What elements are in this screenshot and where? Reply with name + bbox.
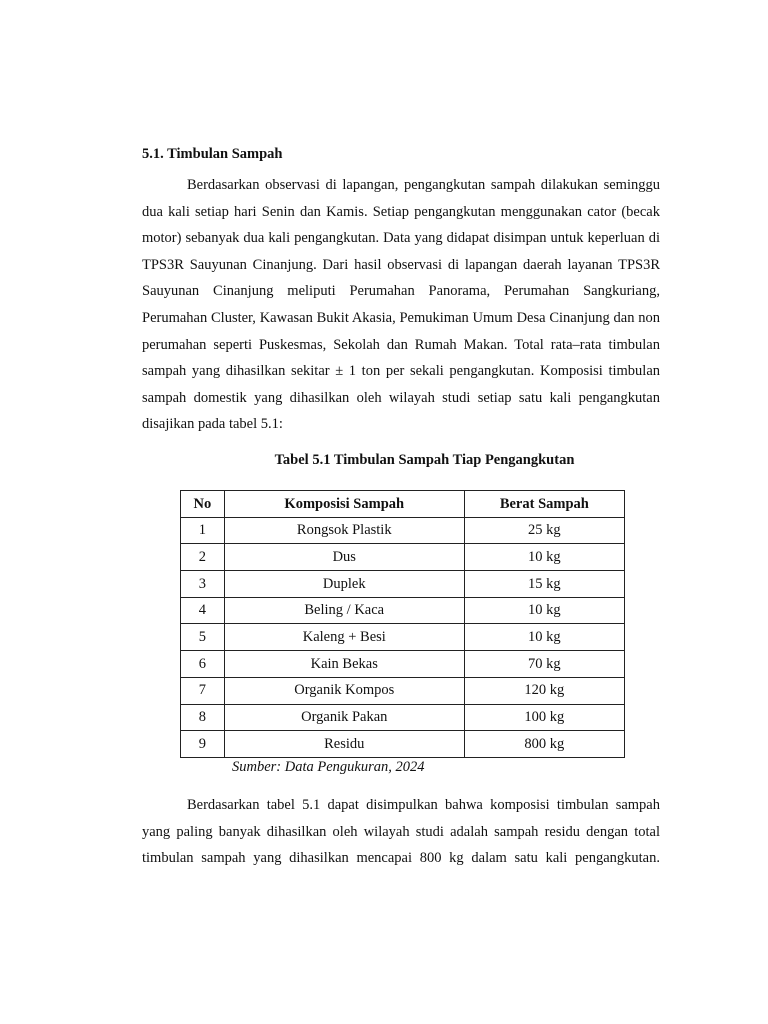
- row-weight: 120 kg: [464, 677, 624, 704]
- header-no: No: [181, 491, 225, 518]
- row-weight: 100 kg: [464, 704, 624, 731]
- table-caption: Tabel 5.1 Timbulan Sampah Tiap Pengangkutan: [274, 452, 575, 468]
- row-number: 5: [181, 624, 225, 651]
- row-weight: 800 kg: [464, 731, 624, 758]
- row-composition: Residu: [224, 731, 464, 758]
- table-row: [181, 704, 625, 731]
- table-row: [181, 731, 625, 758]
- row-composition: Rongsok Plastik: [224, 517, 464, 544]
- table-row: [181, 651, 625, 678]
- row-composition: Kain Bekas: [224, 651, 464, 678]
- waste-composition-table: [180, 490, 625, 758]
- row-number: 2: [181, 544, 225, 571]
- row-number: 8: [181, 704, 225, 731]
- row-weight: 10 kg: [464, 544, 624, 571]
- intro-paragraph: Berdasarkan observasi di lapangan, pengangkutan sampah dilakukan seminggu dua kali setiap hari Senin dan Kamis. Setiap pengangkutan menggunakan cator (becak motor) sebanyak dua kali pengangkutan. Data yang didapat disimpan untuk keperluan di TPS3R Sauyunan Cinanjung. Dari hasil observasi di lapangan daerah layanan TPS3R Sauyunan Cinanjung meliputi Perumahan Panorama, Perumahan Sangkuriang, Perumahan Cluster, Kawasan Bukit Akasia, Pemukiman Umum Desa Cinanjung dan non perumahan seperti Puskesmas, Sekolah dan Rumah Makan. Total rata–rata timbulan sampah yang dihasilkan sekitar ± 1 ton per sekali pengangkutan. Komposisi timbulan sampah domestik yang dihasilkan oleh wilayah studi setiap satu kali pengangkutan disajikan pada tabel 5.1:: [142, 177, 660, 433]
- row-weight: 10 kg: [464, 624, 624, 651]
- row-weight: 15 kg: [464, 571, 624, 598]
- row-number: 7: [181, 677, 225, 704]
- row-weight: 25 kg: [464, 517, 624, 544]
- row-weight: 10 kg: [464, 597, 624, 624]
- table-header-row: [181, 491, 625, 518]
- table-row: [181, 544, 625, 571]
- header-composition: Komposisi Sampah: [224, 491, 464, 518]
- row-composition: Beling / Kaca: [224, 597, 464, 624]
- header-weight: Berat Sampah: [464, 491, 624, 518]
- table-row: [181, 517, 625, 544]
- row-number: 3: [181, 571, 225, 598]
- row-number: 9: [181, 731, 225, 758]
- row-composition: Dus: [224, 544, 464, 571]
- row-composition: Organik Kompos: [224, 677, 464, 704]
- table-row: [181, 571, 625, 598]
- section-heading: 5.1. Timbulan Sampah: [142, 146, 283, 162]
- table-source-note: Sumber: Data Pengukuran, 2024: [232, 759, 425, 775]
- row-number: 4: [181, 597, 225, 624]
- row-composition: Organik Pakan: [224, 704, 464, 731]
- row-number: 6: [181, 651, 225, 678]
- row-weight: 70 kg: [464, 651, 624, 678]
- table-row: [181, 677, 625, 704]
- table-row: [181, 624, 625, 651]
- row-composition: Kaleng + Besi: [224, 624, 464, 651]
- row-composition: Duplek: [224, 571, 464, 598]
- conclusion-paragraph: Berdasarkan tabel 5.1 dapat disimpulkan bahwa komposisi timbulan sampah yang paling banyak dihasilkan oleh wilayah studi adalah sampah residu dengan total timbulan sampah yang dihasilkan mencapai 800 kg dalam satu kali pengangkutan.: [142, 797, 660, 867]
- row-number: 1: [181, 517, 225, 544]
- table-row: [181, 597, 625, 624]
